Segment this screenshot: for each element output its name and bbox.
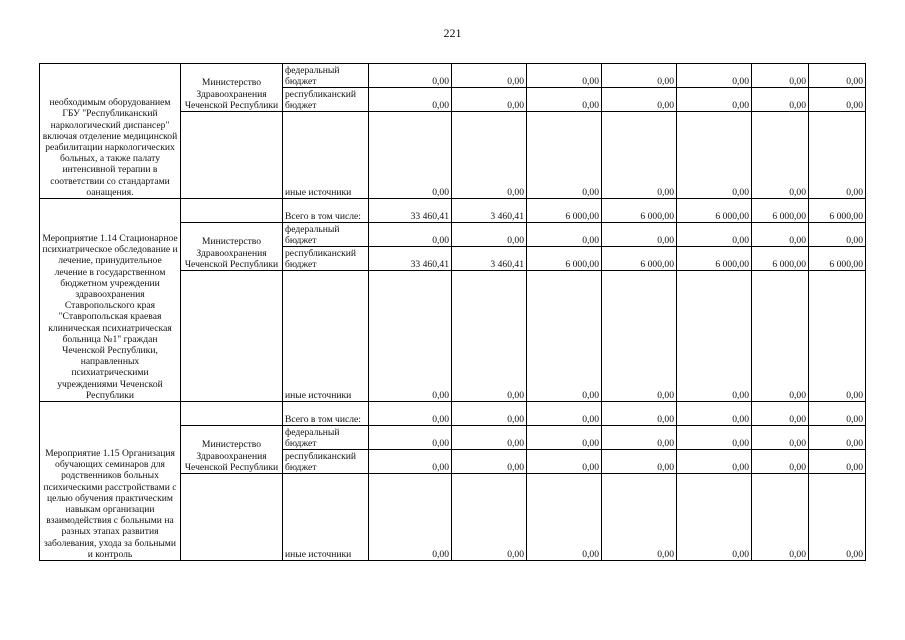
amount-cell: 0,00 — [809, 112, 866, 199]
executor-empty-cell — [181, 474, 283, 561]
amount-cell: 0,00 — [677, 450, 752, 474]
amount-cell: 6 000,00 — [809, 199, 866, 223]
page-number: 221 — [443, 26, 462, 40]
amount-cell: 0,00 — [752, 474, 809, 561]
amount-cell: 0,00 — [527, 271, 602, 402]
amount-cell: 0,00 — [602, 402, 677, 426]
amount-cell: 0,00 — [527, 426, 602, 450]
funding-source-cell: федеральный бюджет — [283, 426, 369, 450]
amount-cell: 0,00 — [369, 223, 452, 247]
amount-cell: 0,00 — [752, 112, 809, 199]
amount-cell: 0,00 — [369, 112, 452, 199]
amount-cell: 0,00 — [809, 271, 866, 402]
amount-cell: 0,00 — [369, 88, 452, 112]
table-row — [40, 199, 866, 223]
amount-cell: 0,00 — [369, 474, 452, 561]
table-row — [40, 402, 866, 426]
amount-cell: 6 000,00 — [809, 247, 866, 271]
amount-cell: 0,00 — [602, 112, 677, 199]
amount-cell: 0,00 — [602, 450, 677, 474]
amount-cell: 0,00 — [602, 223, 677, 247]
amount-cell: 0,00 — [602, 271, 677, 402]
amount-cell: 0,00 — [752, 271, 809, 402]
executor-cell: Министерство Здравоохранения Чеченской Республики — [181, 64, 283, 112]
amount-cell: 6 000,00 — [752, 247, 809, 271]
amount-cell: 0,00 — [677, 64, 752, 88]
amount-cell: 0,00 — [452, 450, 527, 474]
amount-cell: 0,00 — [752, 402, 809, 426]
amount-cell: 0,00 — [677, 112, 752, 199]
executor-cell: Министерство Здравоохранения Чеченской Республики — [181, 426, 283, 474]
amount-cell: 0,00 — [752, 88, 809, 112]
amount-cell: 0,00 — [809, 426, 866, 450]
funding-source-cell: Всего в том числе: — [283, 402, 369, 426]
funding-source-cell: иные источники — [283, 112, 369, 199]
amount-cell: 0,00 — [752, 450, 809, 474]
budget-table — [39, 63, 866, 561]
amount-cell: 0,00 — [369, 64, 452, 88]
executor-empty-cell — [181, 402, 283, 426]
amount-cell: 0,00 — [369, 271, 452, 402]
amount-cell: 0,00 — [369, 402, 452, 426]
amount-cell: 0,00 — [527, 402, 602, 426]
amount-cell: 0,00 — [527, 474, 602, 561]
amount-cell: 6 000,00 — [752, 199, 809, 223]
amount-cell: 0,00 — [527, 112, 602, 199]
funding-source-cell: республиканский бюджет — [283, 88, 369, 112]
activity-cell: необходимым оборудованием ГБУ "Республиканский наркологический диспансер" включая отделение медицинской реабилитации наркологических больных, а также палату интенсивной терапии в соответствии со стандартами оанащения. — [40, 64, 181, 199]
amount-cell: 0,00 — [602, 64, 677, 88]
amount-cell: 3 460,41 — [452, 247, 527, 271]
funding-source-cell: иные источники — [283, 474, 369, 561]
amount-cell: 6 000,00 — [602, 199, 677, 223]
amount-cell: 0,00 — [527, 223, 602, 247]
amount-cell: 6 000,00 — [602, 247, 677, 271]
amount-cell: 0,00 — [809, 450, 866, 474]
funding-source-cell: Всего в том числе: — [283, 199, 369, 223]
amount-cell: 0,00 — [677, 474, 752, 561]
amount-cell: 0,00 — [809, 402, 866, 426]
amount-cell: 33 460,41 — [369, 247, 452, 271]
amount-cell: 0,00 — [602, 88, 677, 112]
activity-cell: Мероприятие 1.14 Стационарное психиатрическое обследование и лечение, принудительное лечение в государственном бюджетном учреждении здравоохранения Ставропольского края "Ставропольская краевая клиническая психиатрическая больница №1" граждан Чеченской Республики, направленных психиатрическими учреждениями Чеченской Республики — [40, 199, 181, 402]
table-row — [40, 64, 866, 88]
amount-cell: 0,00 — [527, 64, 602, 88]
amount-cell: 3 460,41 — [452, 199, 527, 223]
amount-cell: 0,00 — [809, 88, 866, 112]
amount-cell: 0,00 — [752, 223, 809, 247]
amount-cell: 0,00 — [677, 88, 752, 112]
amount-cell: 0,00 — [677, 271, 752, 402]
amount-cell: 33 460,41 — [369, 199, 452, 223]
amount-cell: 0,00 — [452, 223, 527, 247]
funding-source-cell: федеральный бюджет — [283, 64, 369, 88]
amount-cell: 0,00 — [452, 402, 527, 426]
amount-cell: 0,00 — [677, 223, 752, 247]
amount-cell: 0,00 — [452, 64, 527, 88]
executor-cell: Министерство Здравоохранения Чеченской Республики — [181, 223, 283, 271]
amount-cell: 0,00 — [809, 64, 866, 88]
amount-cell: 0,00 — [527, 450, 602, 474]
amount-cell: 0,00 — [809, 474, 866, 561]
amount-cell: 6 000,00 — [677, 247, 752, 271]
amount-cell: 0,00 — [527, 88, 602, 112]
amount-cell: 0,00 — [452, 271, 527, 402]
amount-cell: 0,00 — [452, 88, 527, 112]
amount-cell: 0,00 — [369, 426, 452, 450]
amount-cell: 6 000,00 — [527, 247, 602, 271]
amount-cell: 0,00 — [452, 474, 527, 561]
funding-source-cell: республиканский бюджет — [283, 450, 369, 474]
amount-cell: 0,00 — [602, 474, 677, 561]
executor-empty-cell — [181, 112, 283, 199]
amount-cell: 0,00 — [809, 223, 866, 247]
amount-cell: 6 000,00 — [527, 199, 602, 223]
amount-cell: 0,00 — [752, 64, 809, 88]
funding-source-cell: республиканский бюджет — [283, 247, 369, 271]
amount-cell: 6 000,00 — [677, 199, 752, 223]
amount-cell: 0,00 — [452, 426, 527, 450]
amount-cell: 0,00 — [752, 426, 809, 450]
amount-cell: 0,00 — [677, 426, 752, 450]
funding-source-cell: федеральный бюджет — [283, 223, 369, 247]
activity-cell: Мероприятие 1.15 Организация обучающих семинаров для родственников больных психическими расстройствами с целью обучения практическим навыкам организации взаимодействия с больными на разных этапах развития заболевания, ухода за больными и контроль — [40, 402, 181, 561]
amount-cell: 0,00 — [369, 450, 452, 474]
funding-source-cell: иные источники — [283, 271, 369, 402]
executor-empty-cell — [181, 199, 283, 223]
executor-empty-cell — [181, 271, 283, 402]
amount-cell: 0,00 — [602, 426, 677, 450]
amount-cell: 0,00 — [452, 112, 527, 199]
amount-cell: 0,00 — [677, 402, 752, 426]
